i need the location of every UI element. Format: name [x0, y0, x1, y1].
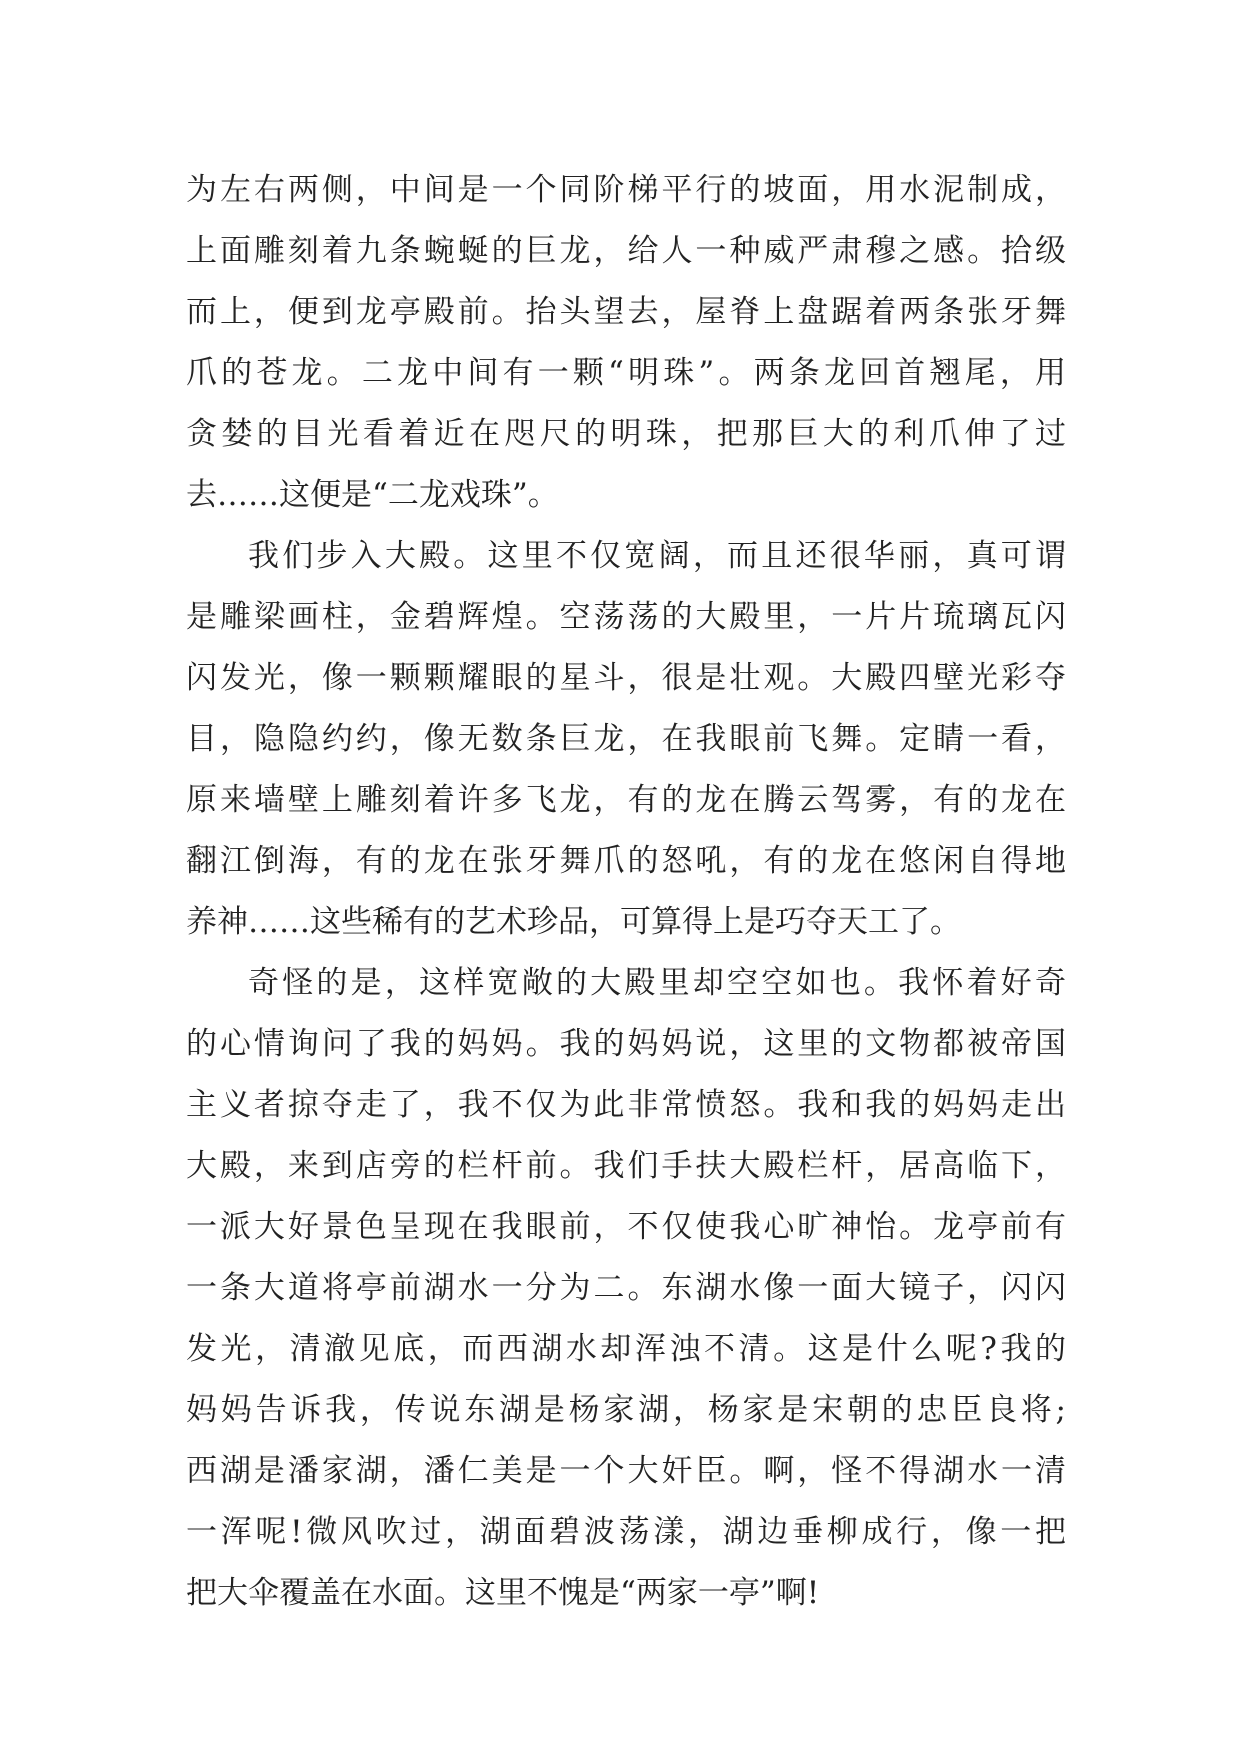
- text-line: 为左右两侧，中间是一个同阶梯平行的坡面，用水泥制成，: [186, 172, 1066, 208]
- document-body: [186, 160, 1066, 1624]
- text-line: 我们步入大殿。这里不仅宽阔，而且还很华丽，真可谓: [248, 538, 1066, 574]
- text-line: 翻江倒海，有的龙在张牙舞爪的怒吼，有的龙在悠闲自得地: [186, 843, 1066, 879]
- text-line: 上面雕刻着九条蜿蜒的巨龙，给人一种威严肃穆之感。拾级: [186, 233, 1066, 269]
- text-line: 养神……这些稀有的艺术珍品，可算得上是巧夺天工了。: [186, 904, 961, 940]
- text-line: 爪的苍龙。二龙中间有一颗“明珠”。两条龙回首翘尾，用: [186, 355, 1066, 391]
- text-line: 把大伞覆盖在水面。这里不愧是“两家一亭”啊!: [186, 1575, 820, 1611]
- text-line: 目，隐隐约约，像无数条巨龙，在我眼前飞舞。定睛一看，: [186, 721, 1066, 757]
- text-line: 一条大道将亭前湖水一分为二。东湖水像一面大镜子，闪闪: [186, 1270, 1066, 1306]
- text-line: 妈妈告诉我，传说东湖是杨家湖，杨家是宋朝的忠臣良将;: [186, 1392, 1066, 1428]
- text-line: 贪婪的目光看着近在咫尺的明珠，把那巨大的利爪伸了过: [186, 416, 1066, 452]
- text-line: 奇怪的是，这样宽敞的大殿里却空空如也。我怀着好奇: [248, 965, 1066, 1001]
- text-line: 主义者掠夺走了，我不仅为此非常愤怒。我和我的妈妈走出: [186, 1087, 1066, 1123]
- text-line: 而上，便到龙亭殿前。抬头望去，屋脊上盘踞着两条张牙舞: [186, 294, 1066, 330]
- text-line: 闪发光，像一颗颗耀眼的星斗，很是壮观。大殿四壁光彩夺: [186, 660, 1066, 696]
- text-line: 西湖是潘家湖，潘仁美是一个大奸臣。啊，怪不得湖水一清: [186, 1453, 1066, 1489]
- text-line: 一派大好景色呈现在我眼前，不仅使我心旷神怡。龙亭前有: [186, 1209, 1066, 1245]
- text-line: 的心情询问了我的妈妈。我的妈妈说，这里的文物都被帝国: [186, 1026, 1066, 1062]
- text-line: 去……这便是“二龙戏珠”。: [186, 477, 559, 513]
- text-line: 大殿，来到店旁的栏杆前。我们手扶大殿栏杆，居高临下，: [186, 1148, 1066, 1184]
- text-line: 一浑呢!微风吹过，湖面碧波荡漾，湖边垂柳成行，像一把: [186, 1514, 1066, 1550]
- text-line: 发光，清澈见底，而西湖水却浑浊不清。这是什么呢?我的: [186, 1331, 1066, 1367]
- text-line: 原来墙壁上雕刻着许多飞龙，有的龙在腾云驾雾，有的龙在: [186, 782, 1066, 818]
- text-line: 是雕梁画柱，金碧辉煌。空荡荡的大殿里，一片片琉璃瓦闪: [186, 599, 1066, 635]
